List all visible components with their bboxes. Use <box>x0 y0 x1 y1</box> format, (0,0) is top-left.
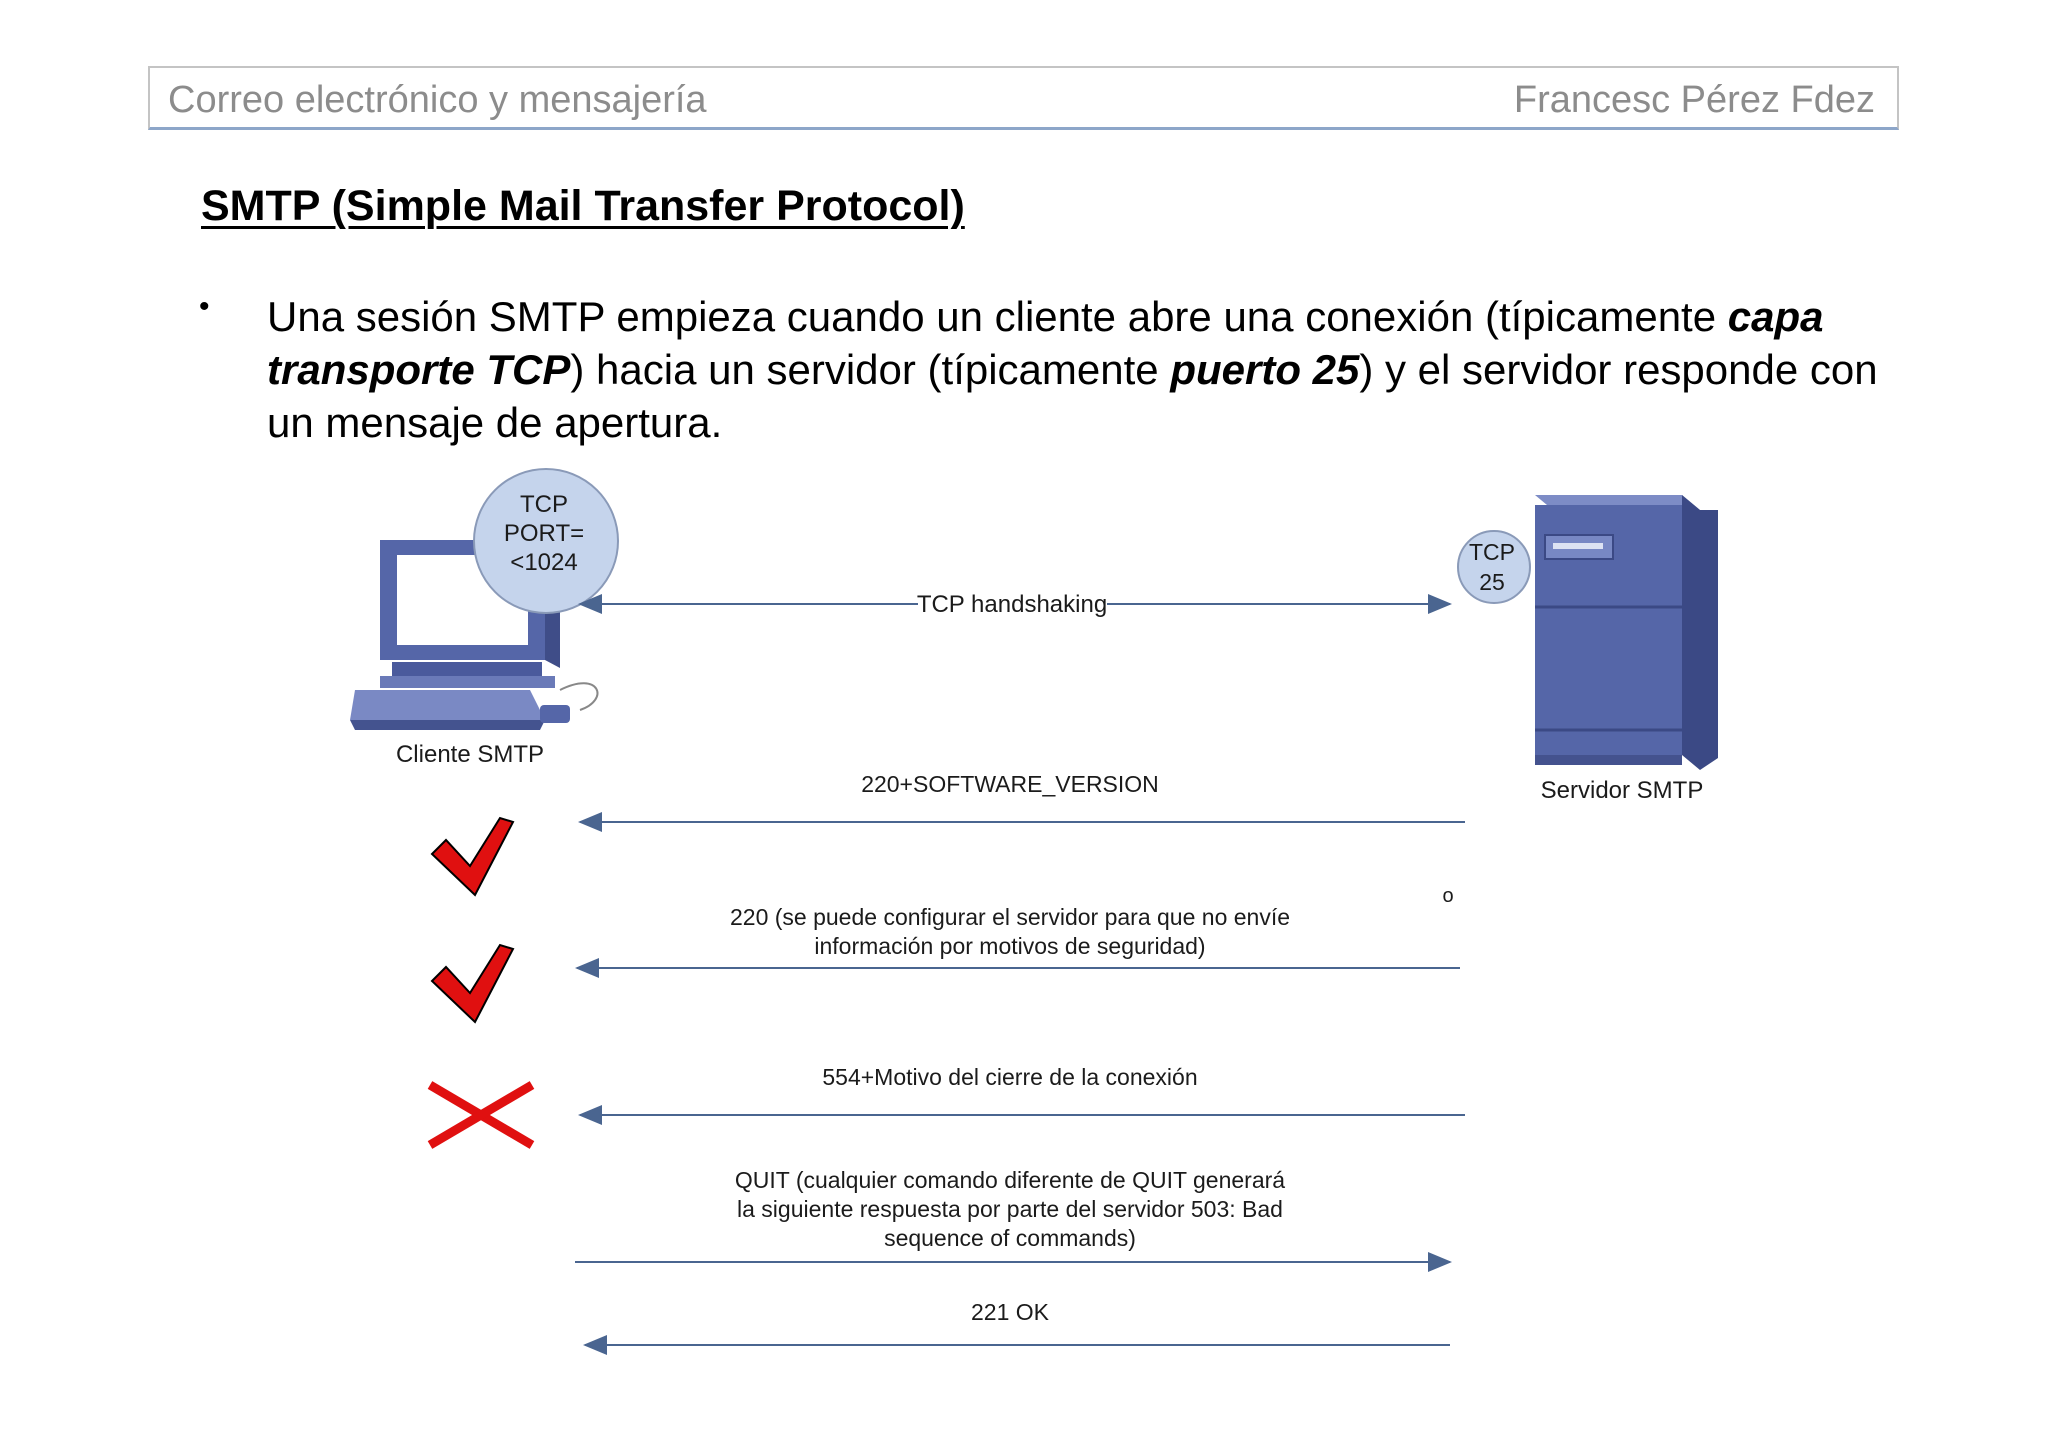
server-label: Servidor SMTP <box>1540 777 1704 804</box>
bullet-marker: • <box>199 290 210 323</box>
bullet-text-part: Una sesión SMTP empieza cuando un cliente abre una conexión (típicamente <box>267 293 1728 340</box>
client-bubble-line: <1024 <box>510 549 578 576</box>
message-label: información por motivos de seguridad) <box>814 933 1206 959</box>
message-2 <box>432 904 1460 1022</box>
header-course-title: Correo electrónico y mensajería <box>168 79 707 121</box>
message-3 <box>430 1064 1465 1145</box>
message-1 <box>432 771 1465 895</box>
message-5 <box>585 1299 1450 1345</box>
handshake-arrow <box>580 591 1450 618</box>
message-list <box>430 771 1465 1345</box>
server-port-bubble <box>1458 531 1530 603</box>
message-label: 554+Motivo del cierre de la conexión <box>822 1064 1198 1090</box>
message-label: 220+SOFTWARE_VERSION <box>861 771 1159 797</box>
bullet-bold-port: puerto 25 <box>1170 346 1360 393</box>
message-label: 220 (se puede configurar el servidor para que no envíe <box>729 904 1291 930</box>
client-bubble-line: TCP <box>520 491 568 518</box>
message-4 <box>575 1167 1450 1262</box>
message-label: la siguiente respuesta por parte del servidor 503: Bad <box>737 1196 1283 1222</box>
server-bubble-line: TCP <box>1469 539 1515 565</box>
or-label: o <box>1442 885 1454 907</box>
slide-title: SMTP (Simple Mail Transfer Protocol) <box>201 182 965 230</box>
message-label: QUIT (cualquier comando diferente de QUIT generará <box>734 1167 1286 1193</box>
server-tower-icon <box>1535 495 1718 770</box>
header-author: Francesc Pérez Fdez <box>1513 79 1875 121</box>
check-icon <box>432 945 513 1022</box>
bullet-text-part: ) y el servidor responde con un mensaje de apertura. <box>267 346 1878 446</box>
bullet-text-part: ) hacia un servidor (típicamente <box>570 346 1171 393</box>
client-label: Cliente SMTP <box>395 741 545 768</box>
check-icon <box>432 818 513 895</box>
client-bubble-line: PORT= <box>503 520 585 547</box>
handshake-label: TCP handshaking <box>916 591 1108 618</box>
client-port-bubble <box>474 469 618 613</box>
bullet-bold-tcp: capa transporte TCP <box>267 293 1824 393</box>
message-label: 221 OK <box>971 1299 1049 1325</box>
message-label: sequence of commands) <box>884 1225 1136 1251</box>
server-bubble-line: 25 <box>1479 569 1505 595</box>
